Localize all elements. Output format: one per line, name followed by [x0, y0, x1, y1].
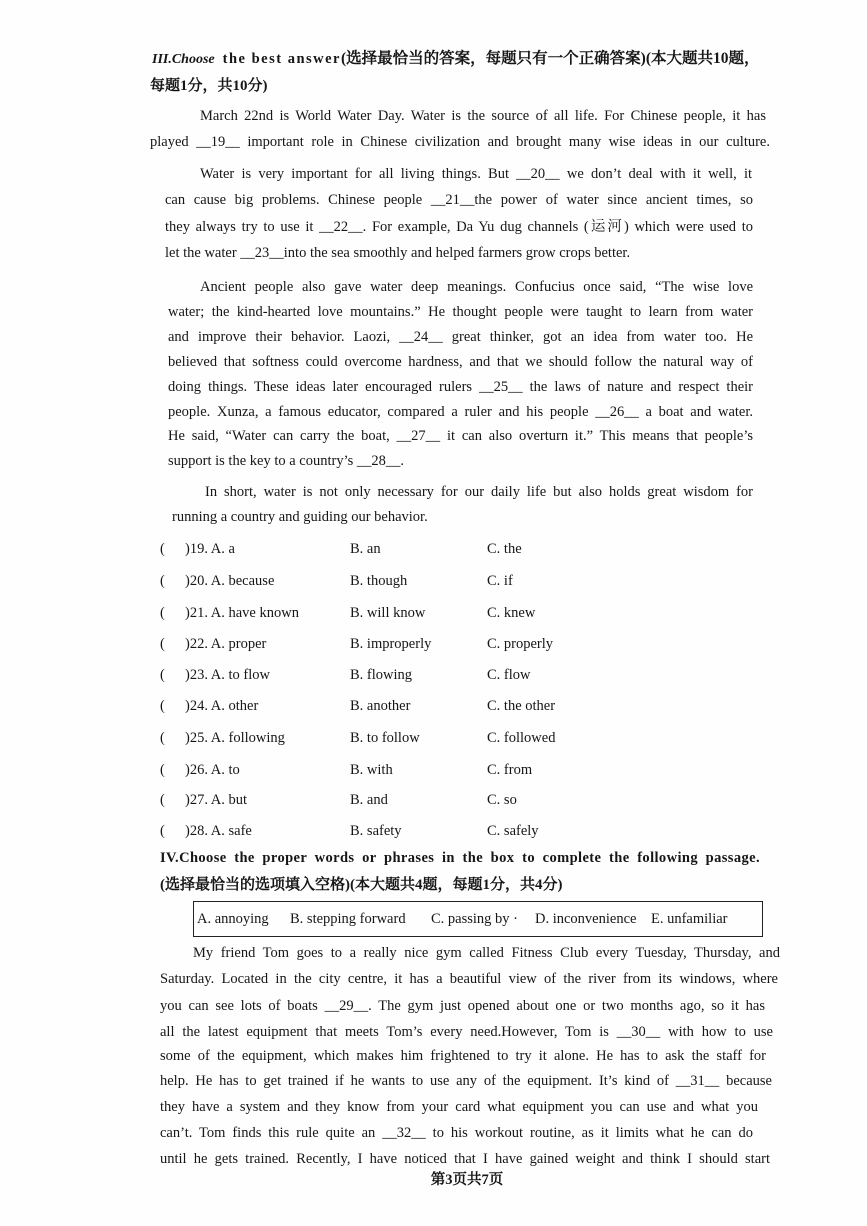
option-c: C. so	[487, 792, 517, 808]
passage-line: played __19__ important role in Chinese civilization and brought many wise ideas in our culture.	[150, 134, 770, 150]
option-row-27	[0, 790, 867, 810]
passage-line: can cause big problems. Chinese people __21__the power of water since ancient times, so	[165, 192, 753, 208]
option-row-28	[0, 821, 867, 841]
option-a: )19. A. a	[185, 541, 235, 557]
passage-line: they always try to use it __22__. For example, Da Yu dug channels (运河) which were used to	[165, 219, 753, 235]
passage-line: In short, water is not only necessary for our daily life but also holds great wisdom for	[205, 484, 753, 500]
option-c: C. if	[487, 573, 513, 589]
passage-line: they have a system and they know from your card what equipment you can use and what you	[160, 1099, 758, 1115]
option-row-20	[0, 571, 867, 591]
option-b: B. will know	[350, 605, 426, 621]
option-a: )21. A. have known	[185, 605, 299, 621]
option-c: C. the	[487, 541, 522, 557]
answer-bracket: (	[160, 667, 165, 683]
option-b: B. an	[350, 541, 381, 557]
option-row-24	[0, 696, 867, 716]
option-b: B. safety	[350, 823, 402, 839]
section-3-instructions: (选择最恰当的答案，每题只有一个正确答案)(本大题共10题，	[341, 50, 760, 67]
passage-line: running a country and guiding our behavior.	[172, 509, 428, 525]
option-a: )22. A. proper	[185, 636, 267, 652]
passage-line: all the latest equipment that meets Tom’s every need.However, Tom is __30__ with how to use	[160, 1024, 773, 1040]
passage-line: people. Xunza, a famous educator, compared a ruler and his people __26__ a boat and water.	[168, 404, 753, 420]
option-a: )28. A. safe	[185, 823, 252, 839]
passage-line: doing things. These ideas later encouraged rulers __25__ the laws of nature and respect their	[168, 379, 753, 395]
passage-line: you can see lots of boats __29__. The gym just opened about one or two months ago, so it has	[160, 998, 765, 1014]
passage-line: believed that softness could overcome hardness, and that we should follow the natural way of	[168, 354, 753, 370]
answer-bracket: (	[160, 636, 165, 652]
option-b: B. improperly	[350, 636, 432, 652]
option-c: C. from	[487, 762, 533, 778]
answer-bracket: (	[160, 698, 165, 714]
option-b: B. and	[350, 792, 388, 808]
option-b: B. with	[350, 762, 393, 778]
option-a: )25. A. following	[185, 730, 285, 746]
section-4-scoring: (选择最恰当的选项填入空格)(本大题共4题，每题1分，共4分)	[160, 877, 563, 893]
word-box	[193, 901, 763, 937]
option-a: )27. A. but	[185, 792, 248, 808]
answer-bracket: (	[160, 823, 165, 839]
answer-bracket: (	[160, 730, 165, 746]
passage-line: some of the equipment, which makes him frightened to try it alone. He has to ask the staff for	[160, 1048, 766, 1064]
answer-bracket: (	[160, 573, 165, 589]
word-box-option-d: D. inconvenience	[535, 911, 637, 927]
option-a: )26. A. to	[185, 762, 240, 778]
option-row-25	[0, 728, 867, 748]
option-b: B. to follow	[350, 730, 420, 746]
option-a: )24. A. other	[185, 698, 259, 714]
passage-line: support is the key to a country’s __28__.	[168, 453, 405, 469]
passage-line: let the water __23__into the sea smoothly and helped farmers grow crops better.	[165, 245, 631, 261]
option-a: )20. A. because	[185, 573, 275, 589]
passage-line: and improve their behavior. Laozi, __24__ great thinker, got an idea from water too. He	[168, 329, 753, 345]
option-row-19	[0, 539, 867, 559]
section-3-number: III.Choose	[152, 52, 215, 67]
word-box-option-e: E. unfamiliar	[651, 911, 728, 927]
option-row-22	[0, 634, 867, 654]
answer-bracket: (	[160, 541, 165, 557]
answer-bracket: (	[160, 792, 165, 808]
passage-line: March 22nd is World Water Day. Water is the source of all life. For Chinese people, it has	[200, 108, 766, 124]
option-row-21	[0, 603, 867, 623]
section-3-title: the best answer	[222, 51, 341, 67]
option-c: C. properly	[487, 636, 554, 652]
option-c: C. the other	[487, 698, 556, 714]
option-c: C. flow	[487, 667, 531, 683]
option-c: C. safely	[487, 823, 539, 839]
section-3-scoring: 每题1分，共10分)	[150, 78, 268, 94]
word-box-option-a: A. annoying	[197, 911, 269, 927]
passage-line: help. He has to get trained if he wants to use any of the equipment. It’s kind of __31__ because	[160, 1073, 772, 1089]
option-a: )23. A. to flow	[185, 667, 270, 683]
passage-line: can’t. Tom finds this rule quite an __32__ to his workout routine, as it limits what he can do	[160, 1125, 753, 1141]
option-b: B. another	[350, 698, 411, 714]
answer-bracket: (	[160, 605, 165, 621]
section-4-heading: IV.Choose the proper words or phrases in the box to complete the following passage.	[160, 850, 760, 866]
passage-line: until he gets trained. Recently, I have noticed that I have gained weight and think I should start	[160, 1151, 770, 1167]
option-c: C. knew	[487, 605, 536, 621]
passage-line: My friend Tom goes to a really nice gym called Fitness Club every Tuesday, Thursday, and	[193, 945, 780, 961]
option-row-23	[0, 665, 867, 685]
word-box-option-c: C. passing by ·	[431, 911, 518, 927]
answer-bracket: (	[160, 762, 165, 778]
option-b: B. flowing	[350, 667, 413, 683]
passage-line: He said, “Water can carry the boat, __27__ it can also overturn it.” This means that people’s	[168, 428, 753, 444]
passage-line: Ancient people also gave water deep meanings. Confucius once said, “The wise love	[200, 279, 753, 295]
page-number: 第3页共7页	[430, 1172, 504, 1188]
option-b: B. though	[350, 573, 408, 589]
option-row-26	[0, 760, 867, 780]
passage-line: Water is very important for all living things. But __20__ we don’t deal with it well, it	[200, 166, 752, 182]
section-3-heading	[152, 49, 760, 69]
option-c: C. followed	[487, 730, 556, 746]
passage-line: water; the kind-hearted love mountains.” He thought people were taught to learn from water	[168, 304, 753, 320]
word-box-option-b: B. stepping forward	[290, 911, 406, 927]
passage-line: Saturday. Located in the city centre, it has a beautiful view of the river from its windows, where	[160, 971, 778, 987]
